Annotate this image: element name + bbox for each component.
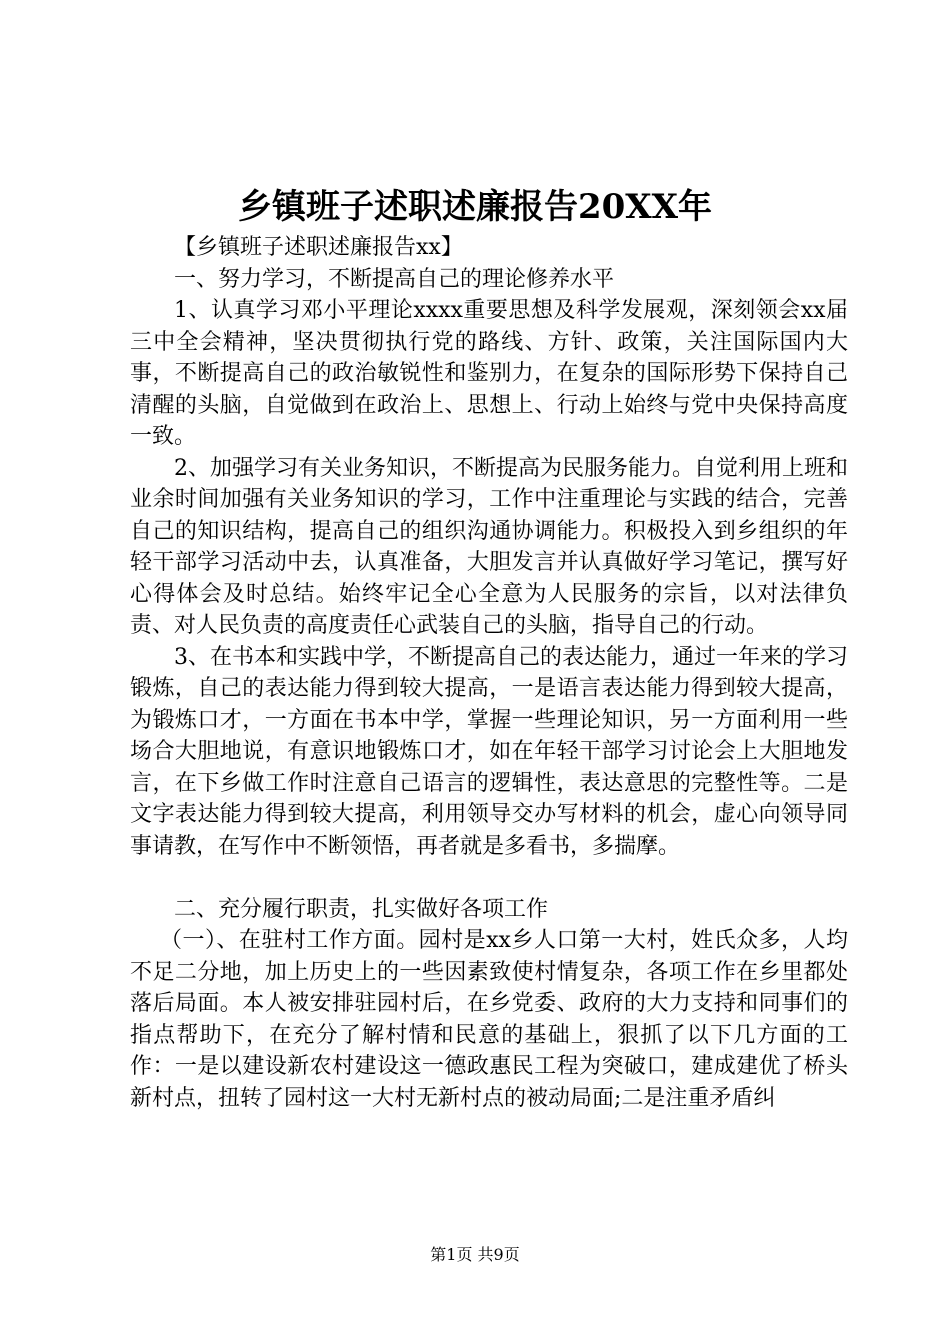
paragraph-4: （一）、在驻村工作方面。园村是xx乡人口第一大村，姓氏众多，人均不足二分地，加上历史上的一些因素致使村情复杂，各项工作在乡里都处落后局面。本人被安排驻园村后，在乡党委、政府的大力支持和同事们的指点帮助下，在充分了解村情和民意的基础上，狠抓了以下几方面的工作：一是以建设新农村建设这一德政惠民工程为突破口，建成建优了桥头新村点，扭转了园村这一大村无新村点的被动局面;二是注重矛盾纠 [130, 928, 848, 1111]
paragraph-2: 2、加强学习有关业务知识，不断提高为民服务能力。自觉利用上班和业余时间加强有关业务知识的学习，工作中注重理论与实践的结合，完善自己的知识结构，提高自己的组织沟通协调能力。积极投入到乡组织的年轻干部学习活动中去，认真准备，大胆发言并认真做好学习笔记，撰写好心得体会及时总结。始终牢记全心全意为人民服务的宗旨，以对法律负责、对人民负责的高度责任心武装自己的头脑，指导自己的行动。 [130, 455, 848, 638]
paragraph-3: 3、在书本和实践中学，不断提高自己的表达能力，通过一年来的学习锻炼，自己的表达能力得到较大提高，一是语言表达能力得到较大提高，为锻炼口才，一方面在书本中学，掌握一些理论知识，另一方面利用一些场合大胆地说，有意识地锻炼口才，如在年轻干部学习讨论会上大胆地发言，在下乡做工作时注意自己语言的逻辑性，表达意思的完整性等。二是文字表达能力得到较大提高，利用领导交办写材料的机会，虚心向领导同事请教，在写作中不断领悟，再者就是多看书，多揣摩。 [130, 644, 848, 859]
paragraph-1: 1、认真学习邓小平理论xxxx重要思想及科学发展观，深刻领会xx届三中全会精神，坚决贯彻执行党的路线、方针、政策，关注国际国内大事，不断提高自己的政治敏锐性和鉴别力，在复杂的国际形势下保持自己清醒的头脑，自觉做到在政治上、思想上、行动上始终与党中央保持高度一致。 [130, 298, 848, 449]
page-footer: 第1页 共9页 [430, 1245, 520, 1264]
paragraph-spacer [130, 862, 848, 894]
section-1-heading: 一、努力学习，不断提高自己的理论修养水平 [174, 266, 615, 292]
section-2-heading: 二、充分履行职责，扎实做好各项工作 [174, 896, 549, 922]
document-body [130, 232, 848, 1114]
document-subtitle: 【乡镇班子述职述廉报告xx】 [174, 235, 463, 260]
document-title: 乡镇班子述职述廉报告20XX年 [237, 187, 713, 227]
